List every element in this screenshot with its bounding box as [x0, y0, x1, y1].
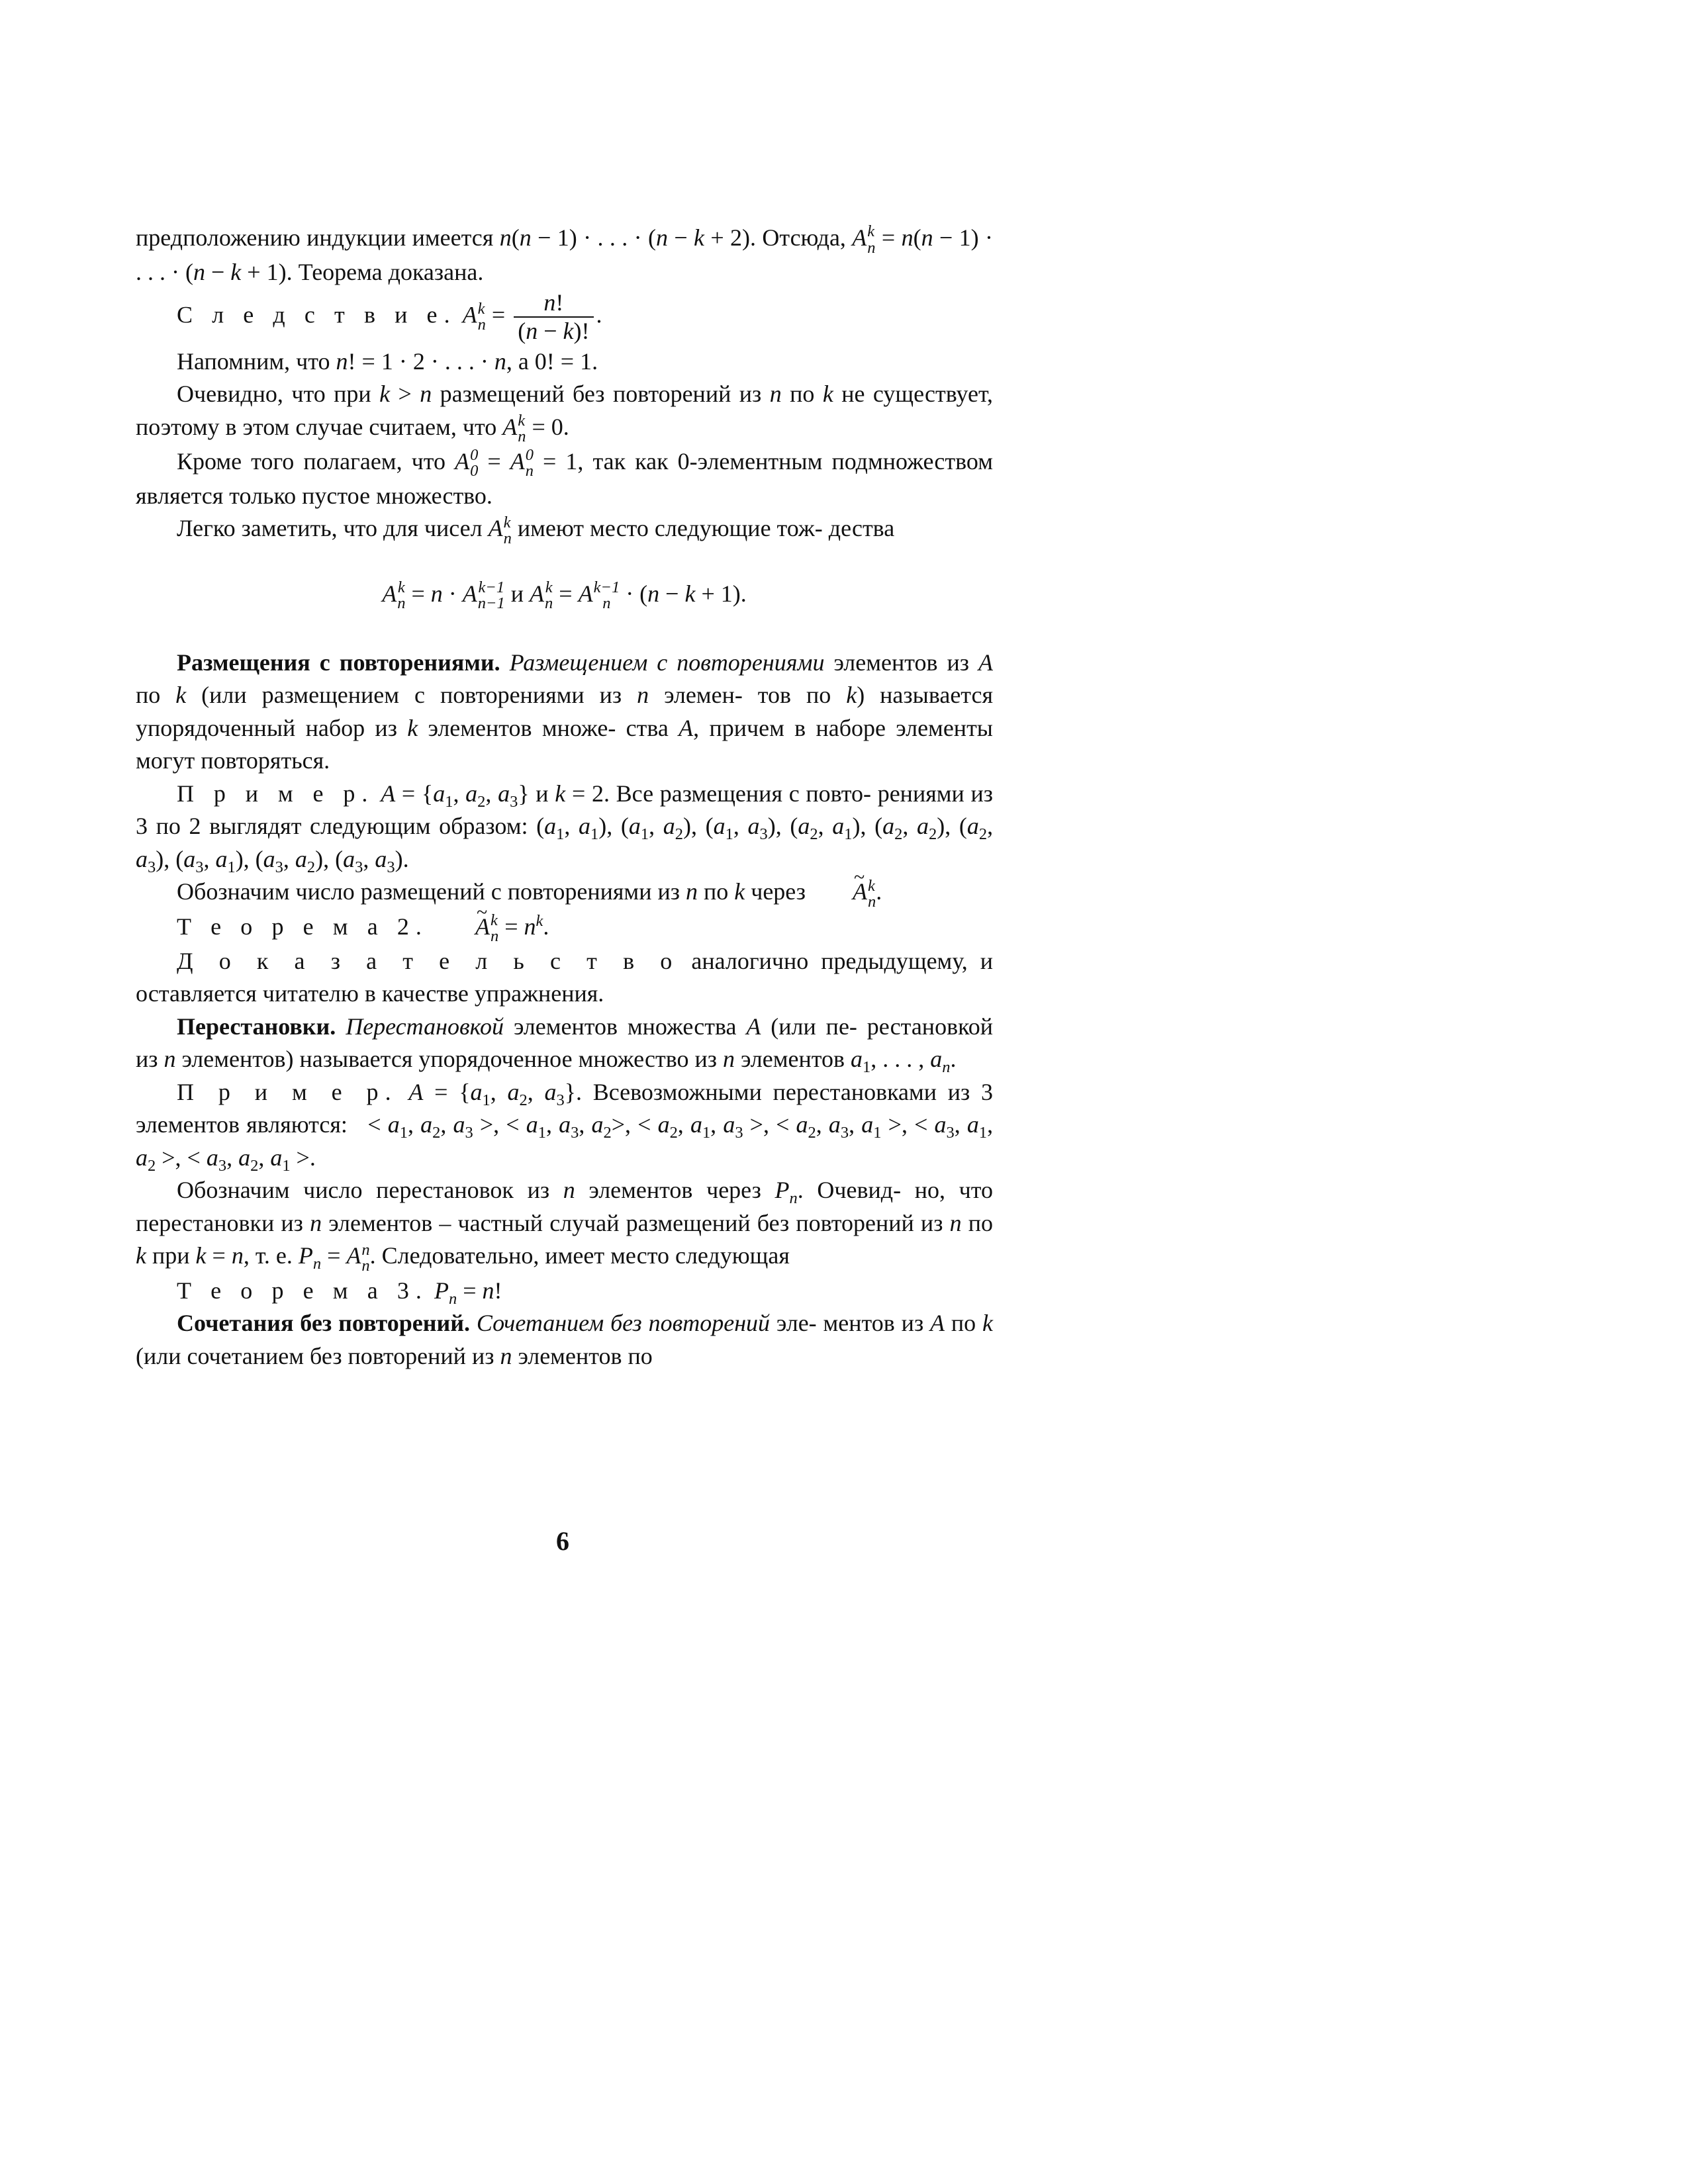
theorem-label: Т е о р е м а 3. — [177, 1277, 428, 1304]
section-heading: Сочетания без повторений. — [177, 1310, 470, 1337]
page-number: 6 — [556, 1526, 569, 1556]
example-label: П р и м е р. — [177, 1078, 398, 1105]
term: Размещением с повторениями — [509, 649, 825, 676]
fraction: $\frac{n!}{(n - k)!}$ — [514, 289, 593, 345]
paragraph: Обозначим число размещений с повторениями из n по k через ~ A k n . — [136, 876, 993, 910]
paragraph: Очевидно, что при k > n размещений без повторений из n по k не существует, поэтому в этом случае считаем, что A k n = 0. — [136, 381, 994, 446]
paragraph: Легко заметить, что для чисел A k n имеют место следующие тож- дества — [177, 513, 895, 548]
paragraph: Кроме того полагаем, что A 0 0 = A 0 n = 1, так как 0-элементным подмножеством является только пустое множество. — [136, 445, 993, 509]
example-label: П р и м е р. — [177, 780, 375, 807]
paragraph-example: П р и м е р. $A = \{a_1$, $a_2$, $a_3$}. Всевозможными перестановками из 3 элементов являются: < $a_1$, $a_2$, $a_3$ >, < $a_1$, $a_3$, $a_2>$, < $a_2$, $a_1$, $a_3$ >, < $a_2$, $a_3$, $a_1$ >, < $a_3$, $a_1$, $a_2$ >, < $a_3$, $a_2$, $a_1$ >. — [136, 1078, 994, 1175]
paragraph-example: П р и м е р. $A = \{a_1$, $a_2$, $a_3$} и k = 2. Все размещения с повто- рениями из 3 по 2 выглядят следующим образом: ($a_1$, $a_1$), ($a_1$, $a_2$), ($a_1$, $a_3$), ($a_2$, $a_1$), ($a_2$, $a_2$), ($a_2$, $a_3$), ($a_3$, $a_1$), ($a_3$, $a_2$), ($a_3$, $a_3$). — [136, 780, 994, 877]
paragraph: Обозначим число перестановок из n элементов через $P_n$. Очевид- но, что перестановки из n элементов – частный случай размещений без повторений из n по k при k = n, т. е. $P_n = A$ n n . Следовательно, имеет место следующая — [136, 1177, 994, 1275]
paragraph-corollary: С л е д с т в и е. A k n = $\frac{n!}{(n - k)!}$ . — [177, 289, 602, 345]
corollary-label: С л е д с т в и е. — [177, 301, 457, 328]
section-heading: Размещения с повторениями. — [177, 649, 500, 676]
display-formula: A k n = n · A k−1 n−1 и A k n = A k−1 n · (n − k + 1). — [382, 578, 747, 613]
paragraph-theorem: Т е о р е м а 2. ~ A k n = $n^k$. — [136, 911, 993, 945]
paragraph: Напомним, что n! = 1 · 2 · . . . · n, а 0! = 1. — [177, 347, 598, 375]
theorem-label: Т е о р е м а 2. — [177, 913, 428, 940]
paragraph-section: Сочетания без повторений. Сочетанием без повторений эле- ментов из A по k (или сочетанием без повторений из n элементов по — [136, 1310, 994, 1369]
paragraph-section: Перестановки. Перестановкой элементов множества A (или пе- рестановкой из n элементов) называется упорядоченное множество из n элементов $a_1$, . . . , $a_n$. — [136, 1013, 993, 1077]
body-text — [136, 222, 993, 1373]
paragraph-proof: Д о к а з а т е л ь с т в о аналогично предыдущему, и оставляется читателю в качестве упражнения. — [136, 947, 993, 1007]
term: Сочетанием без повторений — [476, 1310, 771, 1337]
term: Перестановкой — [346, 1013, 504, 1040]
paragraph-section: Размещения с повторениями. Размещением с повторениями элементов из A по k (или размещением с повторениями из n элемен- тов по k) называется упорядоченный набор из k элементов множе- ства A, причем в наборе элементы могут повторяться. — [136, 649, 994, 774]
paragraph: предположению индукции имеется n(n − 1) · . . . · (n − k + 2). Отсюда, A k n = n(n − 1) · . . . · (n − k + 1). Теорема доказана. — [136, 222, 993, 286]
section-heading: Перестановки. — [177, 1013, 336, 1040]
proof-label: Д о к а з а т е л ь с т в о — [177, 947, 679, 974]
paragraph-theorem: Т е о р е м а 3. $P_n = n$! — [177, 1277, 502, 1308]
